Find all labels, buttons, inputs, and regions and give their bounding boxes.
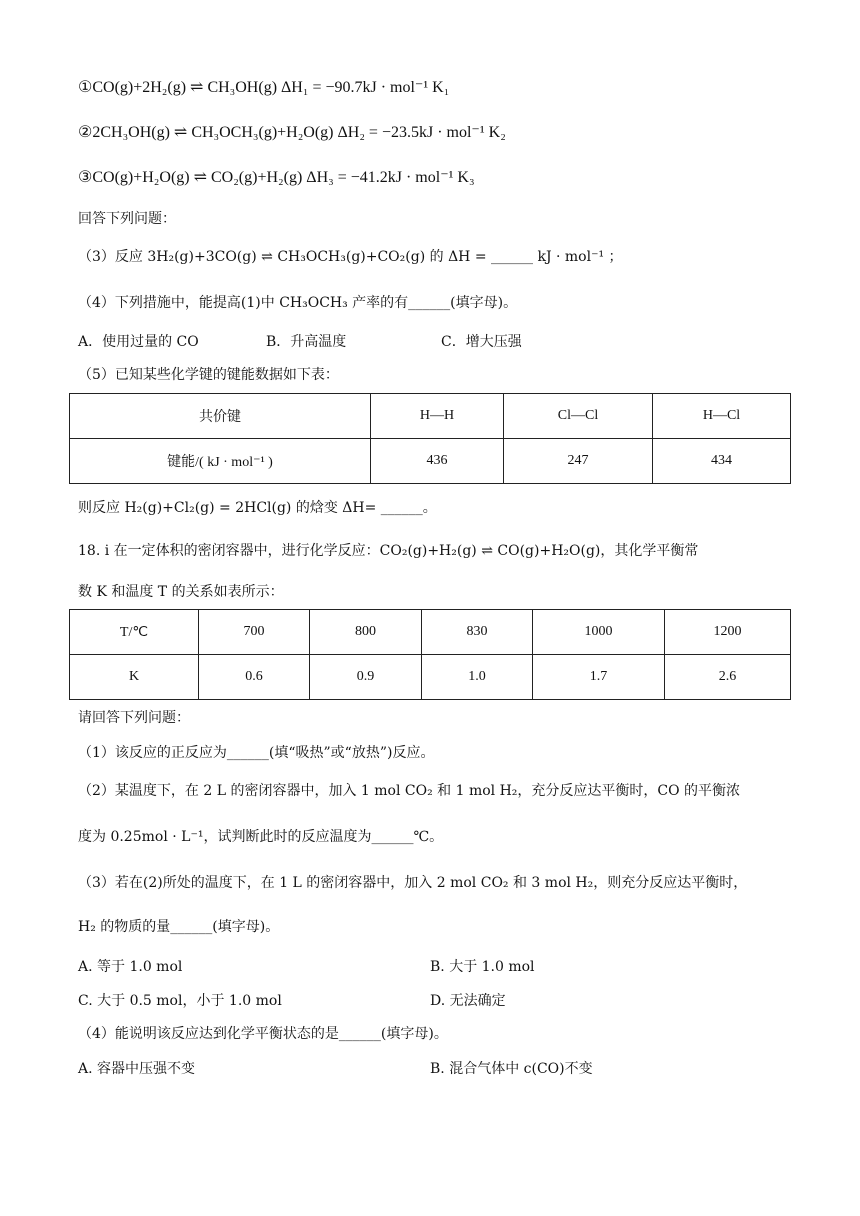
bond-table-cell: 436 xyxy=(371,439,504,484)
bond-table-cell: 键能/( kJ · mol⁻¹ ) xyxy=(70,439,371,484)
question-18-4: （4）能说明该反应达到化学平衡状态的是______(填字母)。 xyxy=(78,1026,448,1042)
equilibrium-constant-table xyxy=(69,609,791,700)
bond-table-header: H—H xyxy=(371,394,504,439)
option-18-3-a: A. 等于 1.0 mol xyxy=(78,959,183,975)
option-18-4-a: A. 容器中压强不变 xyxy=(78,1061,196,1077)
k-table-cell: 0.9 xyxy=(310,655,422,700)
k-table-cell: K xyxy=(70,655,199,700)
question-18-3: （3）若在(2)所处的温度下，在 1 L 的密闭容器中，加入 2 mol CO₂ 和 3 mol H₂，则充分反应达平衡时， xyxy=(78,875,748,891)
bond-energy-table xyxy=(69,393,791,484)
question-18-intro: 请回答下列问题： xyxy=(78,710,190,726)
k-table-header: 1200 xyxy=(665,610,791,655)
k-table-cell: 2.6 xyxy=(665,655,791,700)
option-18-3-c: C. 大于 0.5 mol，小于 1.0 mol xyxy=(78,993,282,1009)
bond-table-header: H—Cl xyxy=(653,394,791,439)
bond-table-cell: 434 xyxy=(653,439,791,484)
question-18-stem-2: 数 K 和温度 T 的关系如表所示： xyxy=(78,584,284,600)
option-18-3-b: B. 大于 1.0 mol xyxy=(430,959,535,975)
bond-table-header: Cl—Cl xyxy=(504,394,653,439)
option-18-4-b: B. 混合气体中 c(CO)不变 xyxy=(430,1061,593,1077)
k-table-cell: 0.6 xyxy=(199,655,310,700)
question-17-3: （3）反应 3H₂(g)+3CO(g) ⇌ CH₃OCH₃(g)+CO₂(g) 的 ΔH = ______ kJ · mol⁻¹ ； xyxy=(78,249,623,265)
equation-1: ①CO(g)+2H₂(g) ⇌ CH₃OH(g) ΔH₁ = −90.7kJ · mol⁻¹ K₁ xyxy=(78,79,450,96)
k-table-header: 1000 xyxy=(533,610,665,655)
question-18-3-cont: H₂ 的物质的量______(填字母)。 xyxy=(78,919,280,935)
equation-3: ③CO(g)+H₂O(g) ⇌ CO₂(g)+H₂(g) ΔH₃ = −41.2kJ · mol⁻¹ K₃ xyxy=(78,169,475,186)
question-17-4: （4）下列措施中，能提高(1)中 CH₃OCH₃ 产率的有______(填字母)。 xyxy=(78,295,518,311)
option-17-4-c: C．增大压强 xyxy=(441,334,522,350)
option-17-4-b: B．升高温度 xyxy=(266,334,347,350)
k-table-cell: 1.7 xyxy=(533,655,665,700)
question-17-5: （5）已知某些化学键的键能数据如下表： xyxy=(78,367,339,383)
k-table-cell: 1.0 xyxy=(422,655,533,700)
equation-2: ②2CH₃OH(g) ⇌ CH₃OCH₃(g)+H₂O(g) ΔH₂ = −23.5kJ · mol⁻¹ K₂ xyxy=(78,124,506,141)
k-table-header: 700 xyxy=(199,610,310,655)
question-18-2: （2）某温度下，在 2 L 的密闭容器中，加入 1 mol CO₂ 和 1 mol H₂，充分反应达平衡时，CO 的平衡浓 xyxy=(78,783,741,799)
bond-table-header: 共价键 xyxy=(70,394,371,439)
option-17-4-a: A．使用过量的 CO xyxy=(78,334,199,350)
k-table-header: 800 xyxy=(310,610,422,655)
k-table-header: T/℃ xyxy=(70,610,199,655)
question-18-stem: 18. ⅰ 在一定体积的密闭容器中，进行化学反应：CO₂(g)+H₂(g) ⇌ CO(g)+H₂O(g)，其化学平衡常 xyxy=(78,543,699,559)
k-table-header: 830 xyxy=(422,610,533,655)
question-18-1: （1）该反应的正反应为______(填“吸热”或“放热”)反应。 xyxy=(78,745,435,761)
answer-intro: 回答下列问题： xyxy=(78,211,176,227)
question-18-2-cont: 度为 0.25mol · L⁻¹，试判断此时的反应温度为______℃。 xyxy=(78,829,444,845)
bond-table-cell: 247 xyxy=(504,439,653,484)
option-18-3-d: D. 无法确定 xyxy=(430,993,506,1009)
question-17-5-tail: 则反应 H₂(g)+Cl₂(g) = 2HCl(g) 的焓变 ΔH= ______。 xyxy=(78,500,437,516)
